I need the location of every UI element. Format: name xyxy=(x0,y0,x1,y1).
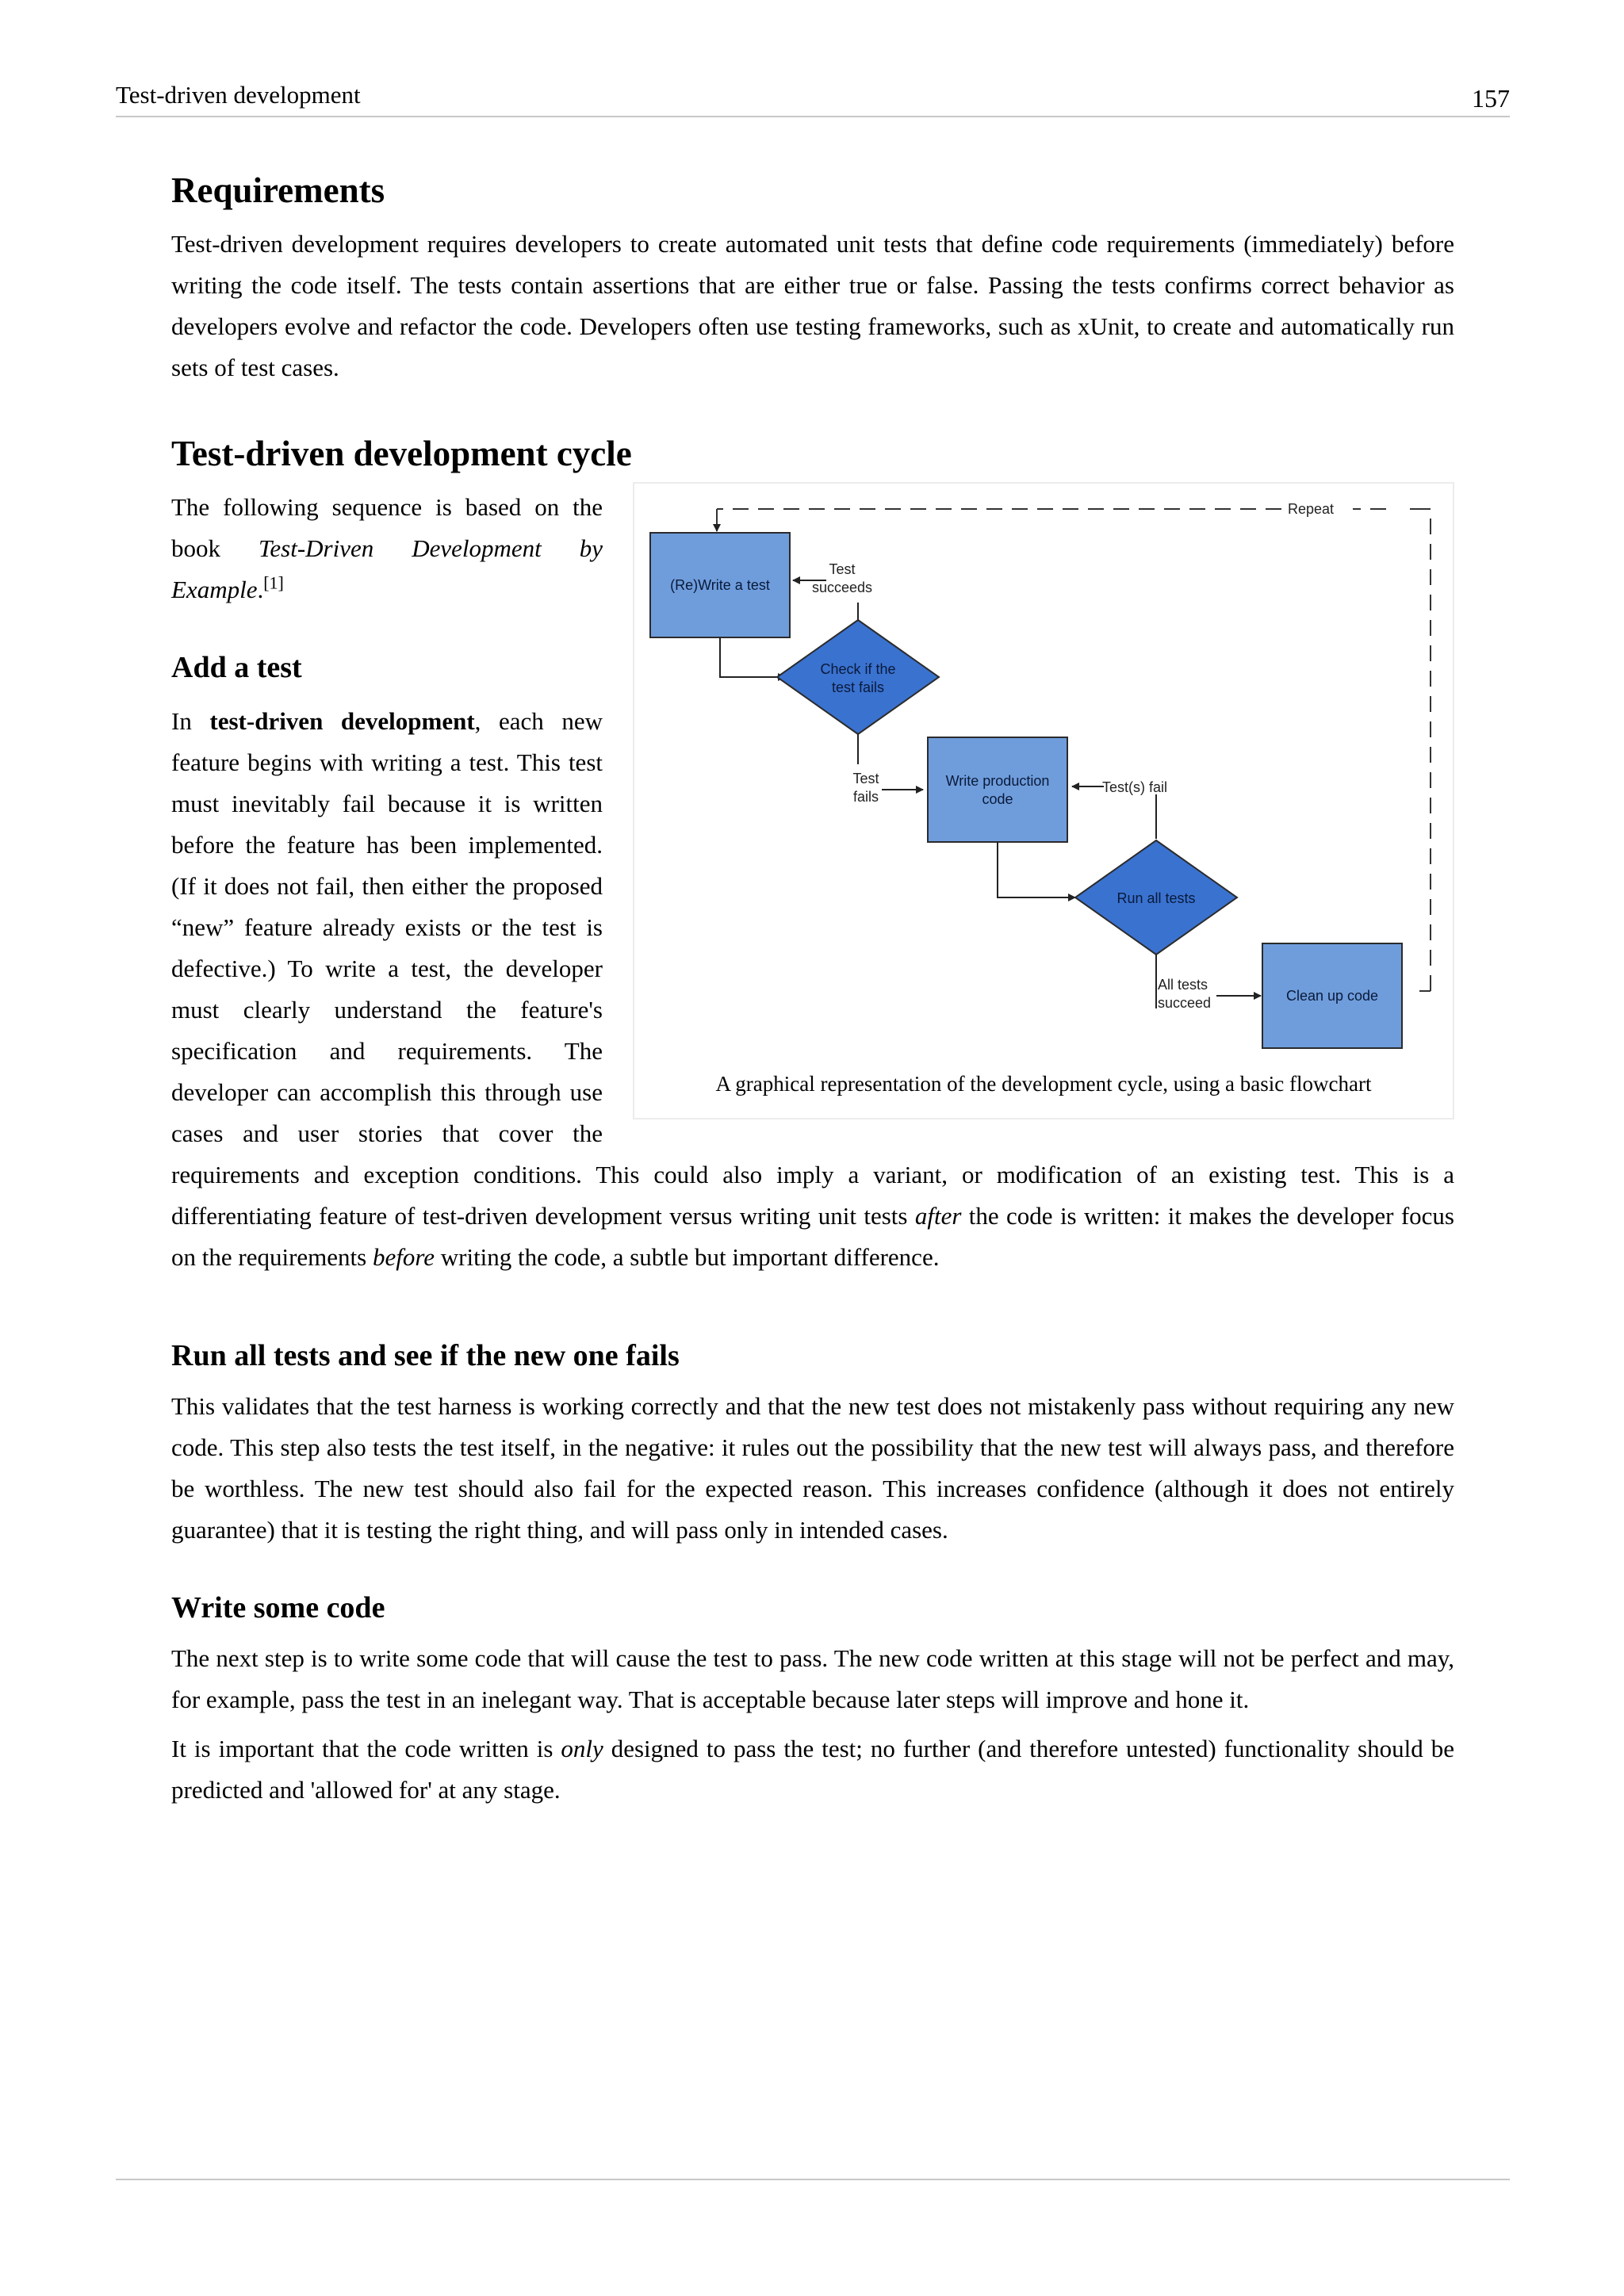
emphasis-before: before xyxy=(372,1243,435,1271)
test-fails-label-1: Test xyxy=(852,771,879,786)
test-fails-label-2: fails xyxy=(852,789,879,805)
intro-text: The following sequence is based on the book xyxy=(171,493,603,562)
bold-term: test-driven development xyxy=(209,707,475,735)
intro-period: . xyxy=(257,576,264,603)
code-to-run-edge xyxy=(998,842,1075,897)
page-number: 157 xyxy=(1472,84,1510,113)
write-test-label: (Re)Write a test xyxy=(670,577,770,593)
emphasis-only: only xyxy=(561,1735,603,1762)
add-test-heading: Add a test xyxy=(171,651,302,684)
run-tests-heading: Run all tests and see if the new one fails xyxy=(171,1339,680,1372)
test-fails-edge xyxy=(852,734,923,805)
repeat-label: Repeat xyxy=(1288,501,1335,517)
write-to-check-edge xyxy=(720,637,785,677)
write-code-paragraph-2 xyxy=(171,1728,1454,1811)
running-title: Test-driven development xyxy=(116,81,361,109)
check-fails-label-2: test fails xyxy=(831,679,885,695)
clean-up-label: Clean up code xyxy=(1285,988,1379,1004)
clean-up-node xyxy=(1262,943,1402,1048)
run-tests-label: Run all tests xyxy=(1116,890,1196,906)
tdd-flowchart xyxy=(634,484,1456,1070)
text-span: the code is written: it makes the developer focus on the requirements xyxy=(171,1202,1454,1271)
all-succeed-label-2: succeed xyxy=(1158,995,1212,1011)
emphasis-after: after xyxy=(914,1202,962,1230)
text-span: In xyxy=(171,707,210,735)
all-succeed-edge xyxy=(1156,955,1261,1011)
figure-caption: A graphical representation of the development cycle, using a basic flowchart xyxy=(715,1072,1372,1096)
cycle-heading: Test-driven development cycle xyxy=(171,434,632,473)
flowchart-figure xyxy=(633,482,1454,1119)
citation-ref-1[interactable]: [1] xyxy=(263,572,284,593)
run-tests-paragraph: This validates that the test harness is working correctly and that the new test does not mistakenly pass without requiring any new code. This step also tests the test itself, in the negative: it rules out the possibility that the new test will always pass, and therefore be worthless. The new test should also fail for the expected reason. This increases confidence (although it does not entirely guarantee) that it is testing the right thing, and will pass only in intended cases. xyxy=(171,1392,1454,1544)
run-tests-node xyxy=(1075,840,1237,955)
page-header xyxy=(116,78,1510,117)
check-fails-node xyxy=(777,620,939,734)
write-code-label-2: code xyxy=(982,791,1013,807)
requirements-heading: Requirements xyxy=(171,170,385,210)
repeat-loop-edge xyxy=(717,501,1431,991)
write-test-node xyxy=(650,533,790,637)
test-succeeds-label-1: Test xyxy=(829,561,856,577)
article-body xyxy=(171,165,1454,1811)
test-succeeds-label-2: succeeds xyxy=(811,580,873,595)
requirements-paragraph: Test-driven development requires developers to create automated unit tests that define code requirements (immediately) before writing the code itself. The tests contain assertions that are either true or false. Passing the tests confirms correct behavior as developers evolve and refactor the code. Developers often use testing frameworks, such as xUnit, to create and automatically run sets of test cases. xyxy=(171,230,1454,381)
text-span: It is important that the code written is xyxy=(171,1735,561,1762)
tests-fail-edge xyxy=(1072,779,1167,839)
write-code-node xyxy=(928,737,1067,842)
text-span: writing the code, a subtle but important difference. xyxy=(435,1243,940,1271)
footer-rule xyxy=(116,2179,1510,2180)
intro-book-title: Test-Driven Development by Example xyxy=(171,534,603,603)
text-span: designed to pass the test; no further (and therefore untested) functionality should be predicted and 'allowed for' at any stage. xyxy=(171,1735,1454,1804)
write-code-label-1: Write production xyxy=(945,773,1050,789)
tests-fail-label: Test(s) fail xyxy=(1102,779,1168,795)
text-span: , each new feature begins with writing a test. This test must inevitably fail because it is written before the feature has been implemented. (If it does not fail, then either the proposed “new” feature already exists or the test is defective.) To write a test, the developer must clearly understand the feature's specification and requirements. The developer can accomplish this through use cases and user stories that cover the requirements and exception conditions. This could also imply a variant, or modification of an existing test. This is a differentiating feature of test-driven development versus writing unit tests xyxy=(171,707,1454,1230)
write-code-heading: Write some code xyxy=(171,1591,385,1624)
write-code-paragraph-1: The next step is to write some code that will cause the test to pass. The new code written at this stage will not be perfect and may, for example, pass the test in an inelegant way. That is acceptable because later steps will improve and hone it. xyxy=(171,1644,1454,1713)
all-succeed-label-1: All tests xyxy=(1158,977,1208,993)
check-fails-label-1: Check if the xyxy=(820,661,896,677)
